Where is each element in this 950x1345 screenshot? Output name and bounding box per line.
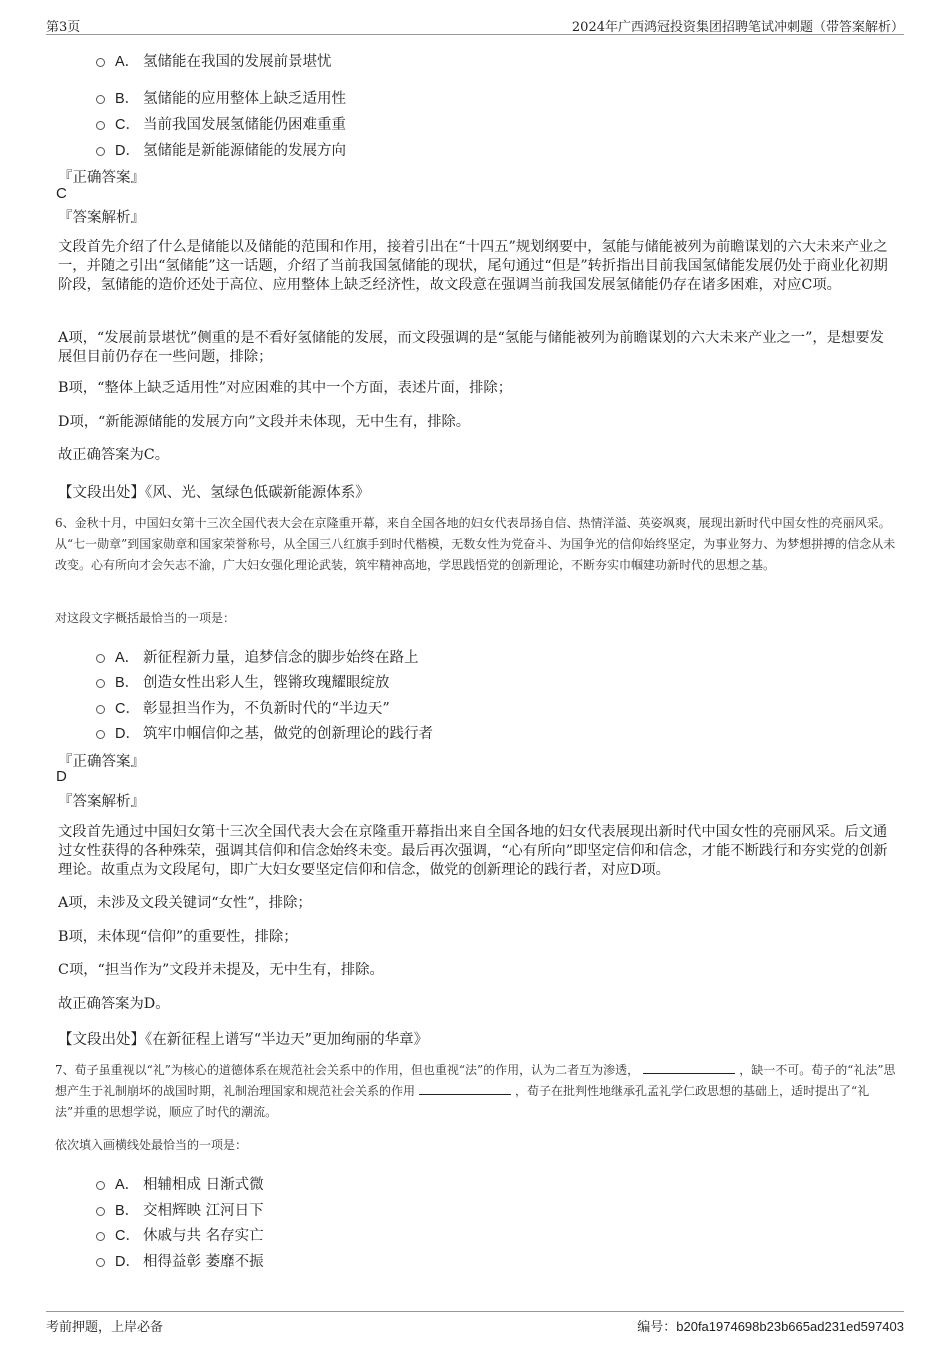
page-header (46, 14, 904, 35)
passage-source: 【文段出处】《在新征程上谱写“半边天”更加绚丽的华章》 (58, 1032, 429, 1048)
analysis-label: 『答案解析』 (58, 794, 145, 810)
analysis-paragraph: B项，“整体上缺乏适用性”对应困难的其中一个方面，表述片面，排除； (58, 380, 513, 396)
q6-option-c[interactable]: C． 彰显担当作为，不负新时代的“半边天” (96, 697, 390, 718)
radio-icon[interactable] (96, 730, 105, 739)
q7-option-b[interactable]: B． 交相辉映 江河日下 (96, 1199, 264, 1220)
q5-option-a[interactable]: A． 氢储能在我国的发展前景堪忧 (96, 50, 332, 71)
q7-option-c[interactable]: C． 休戚与共 名存实亡 (96, 1224, 264, 1245)
radio-icon[interactable] (96, 147, 105, 156)
analysis-paragraph: D项，“新能源储能的发展方向”文段并未体现，无中生有，排除。 (58, 414, 471, 430)
q7-option-a[interactable]: A． 相辅相成 日渐式微 (96, 1173, 264, 1194)
radio-icon[interactable] (96, 654, 105, 663)
q7-option-d[interactable]: D． 相得益彰 萎靡不振 (96, 1250, 264, 1271)
question-prompt: 对这段文字概括最恰当的一项是： (55, 611, 236, 625)
radio-icon[interactable] (96, 1232, 105, 1241)
analysis-paragraph: 文段首先通过中国妇女第十三次全国代表大会在京隆重开幕指出来自全国各地的妇女代表展现出新时代中国女性的亮丽风采。后文通过女性获得的各种殊荣，强调其信仰和信念始终未变。最后再次强调，“心有所向”即坚定信仰和信念，才能不断践行和夯实党的创新理论。故重点为文段尾句，即广大妇女要坚定信仰和信念，做党的创新理论的践行者，对应D项。 (58, 824, 888, 878)
fill-blank (419, 1082, 511, 1095)
answer-label: 『正确答案』 (58, 754, 145, 770)
q5-option-d[interactable]: D． 氢储能是新能源储能的发展方向 (96, 139, 346, 160)
radio-icon[interactable] (96, 1207, 105, 1216)
analysis-paragraph: B项，未体现“信仰”的重要性，排除； (58, 929, 298, 945)
q6-option-d[interactable]: D． 筑牢巾帼信仰之基，做党的创新理论的践行者 (96, 722, 433, 743)
correct-answer: D (56, 768, 67, 785)
q5-option-c[interactable]: C． 当前我国发展氢储能仍困难重重 (96, 113, 346, 134)
footer-slogan: 考前押题，上岸必备 (46, 1320, 164, 1335)
analysis-paragraph: A项，未涉及文段关键词“女性”，排除； (58, 895, 312, 911)
question-prompt: 依次填入画横线处最恰当的一项是： (55, 1138, 248, 1152)
radio-icon[interactable] (96, 58, 105, 67)
analysis-conclusion: 故正确答案为D。 (58, 996, 170, 1012)
radio-icon[interactable] (96, 705, 105, 714)
q6-option-a[interactable]: A． 新征程新力量，追梦信念的脚步始终在路上 (96, 646, 419, 667)
analysis-paragraph: 文段首先介绍了什么是储能以及储能的范围和作用，接着引出在“十四五”规划纲要中，氢能与储能被列为前瞻谋划的六大未来产业之一，并随之引出“氢储能”这一话题，介绍了当前我国氢储能的现状，尾句通过“但是”转折指出目前我国氢储能发展仍处于商业化初期阶段，氢储能的造价还处于高位、应用整体上缺乏经济性，故文段意在强调当前我国发展氢储能仍存在诸多困难，对应C项。 (58, 239, 888, 293)
analysis-label: 『答案解析』 (58, 210, 145, 226)
q6-option-b[interactable]: B． 创造女性出彩人生，铿锵玫瑰耀眼绽放 (96, 671, 390, 692)
analysis-conclusion: 故正确答案为C。 (58, 447, 170, 463)
fill-blank (643, 1061, 735, 1074)
passage-source: 【文段出处】《风、光、氢绿色低碳新能源体系》 (58, 485, 370, 501)
page-footer (46, 1311, 904, 1335)
analysis-paragraph: A项，“发展前景堪忧”侧重的是不看好氢储能的发展，而文段强调的是“氢能与储能被列为前瞻谋划的六大未来产业之一”，是想要发展但目前仍存在一些问题，排除； (58, 330, 884, 365)
question-text: 7、荀子虽重视以“礼”为核心的道德体系在规范社会关系中的作用，但也重视“法”的作用，认为二者互为渗透， ，缺一不可。荀子的“礼法”思想产生于礼制崩坏的战国时期，礼制治理国家和规范社会关系的作用 ，荀子在批判性地继承孔孟礼学仁政思想的基础上，适时提出了“礼法”并重的思想学说，顺应了时代的潮流。 (55, 1063, 896, 1119)
radio-icon[interactable] (96, 1181, 105, 1190)
analysis-paragraph: C项，“担当作为”文段并未提及，无中生有，排除。 (58, 962, 384, 978)
radio-icon[interactable] (96, 95, 105, 104)
answer-label: 『正确答案』 (58, 170, 145, 186)
radio-icon[interactable] (96, 679, 105, 688)
document-id: 编号：b20fa1974698b23b665ad231ed597403 (637, 1319, 904, 1334)
question-text: 6、金秋十月，中国妇女第十三次全国代表大会在京隆重开幕，来自全国各地的妇女代表昂扬自信、热情洋溢、英姿飒爽，展现出新时代中国女性的亮丽风采。从“七一勋章”到国家勋章和国家荣誉称号，从全国三八红旗手到时代楷模，无数女性为党奋斗、为国争光的信仰始终坚定，为事业努力、为梦想拼搏的信念从未改变。心有所向才会矢志不渝，广大妇女强化理论武装，筑牢精神高地，学思践悟党的创新理论，不断夯实巾帼建功新时代的思想之基。 (55, 516, 896, 572)
radio-icon[interactable] (96, 121, 105, 130)
document-title: 2024年广西鸿冠投资集团招聘笔试冲刺题（带答案解析） (571, 20, 904, 35)
q5-option-b[interactable]: B． 氢储能的应用整体上缺乏适用性 (96, 87, 346, 108)
correct-answer: C (56, 185, 67, 202)
page-number: 第3页 (46, 20, 81, 35)
radio-icon[interactable] (96, 1258, 105, 1267)
